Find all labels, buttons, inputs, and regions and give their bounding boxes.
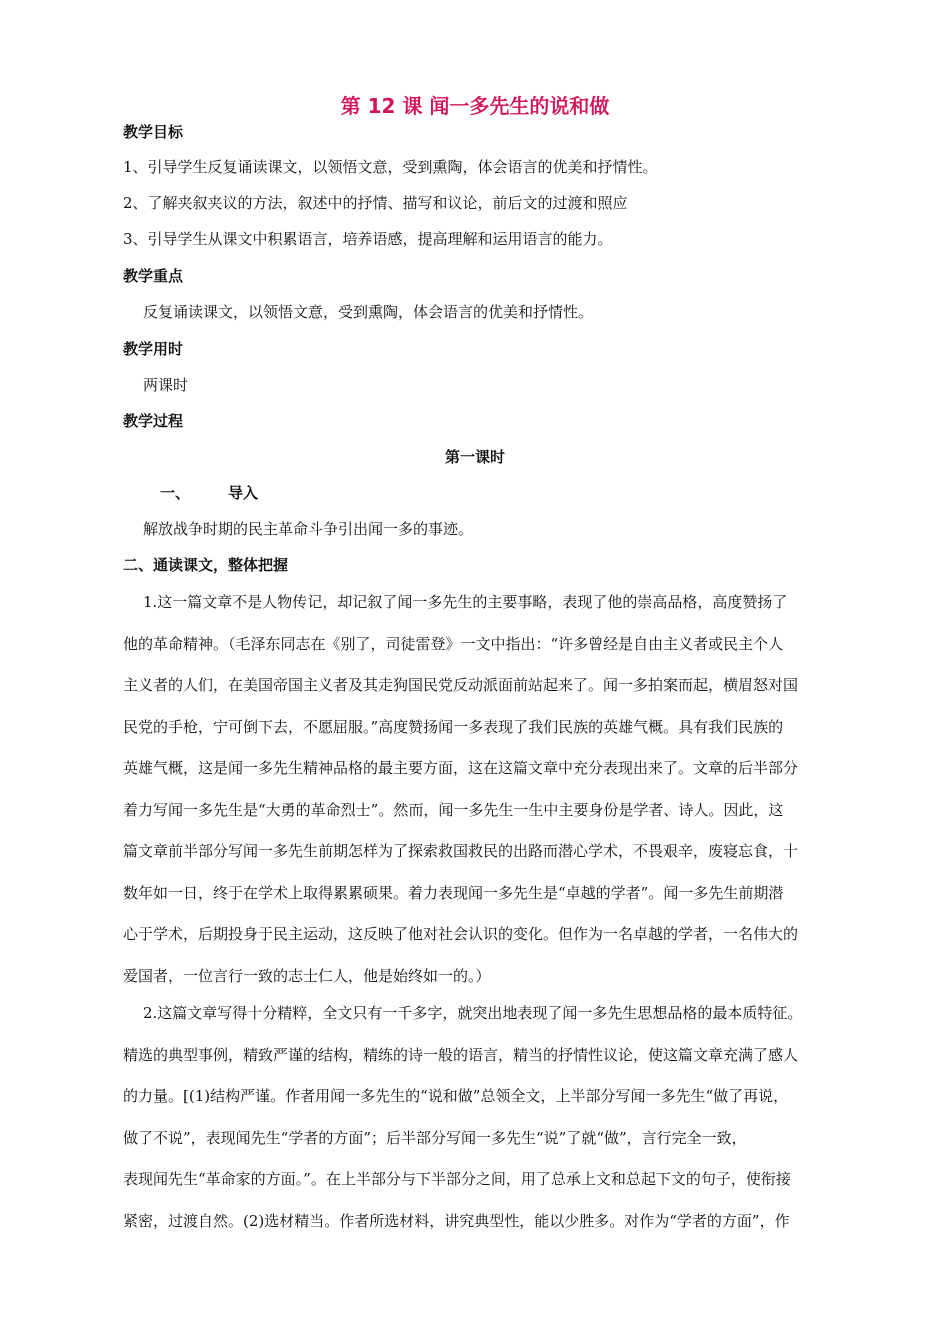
paragraph-line: 他的革命精神。（毛泽东同志在《别了，司徒雷登》一文中指出：“许多曾经是自由主义者或民主个人 <box>123 634 784 653</box>
time-text: 两课时 <box>143 376 189 394</box>
paragraph-1 <box>123 582 858 997</box>
goal-item: 2、了解夹叙夹议的方法，叙述中的抒情、描写和议论，前后文的过渡和照应 <box>123 194 628 212</box>
paragraph-line: 英雄气概，这是闻一多先生精神品格的最主要方面，这在这篇文章中充分表现出来了。文章的后半部分 <box>123 759 799 777</box>
paragraph-line: 篇文章前半部分写闻一多先生前期怎样为了探索救国救民的出路而潜心学术，不畏艰辛，废寝忘食，十 <box>123 842 799 860</box>
focus-heading: 教学重点 <box>123 267 184 285</box>
section-1-text: 解放战争时期的民主革命斗争引出闻一多的事迹。 <box>143 520 474 538</box>
goal-item: 1、引导学生反复诵读课文，以领悟文意，受到熏陶，体会语言的优美和抒情性。 <box>123 158 658 176</box>
paragraph-line: 2.这篇文章写得十分精粹，全文只有一千多字，就突出地表现了闻一多先生思想品格的最本质特征。 <box>143 1004 803 1022</box>
process-heading: 教学过程 <box>123 412 184 430</box>
lesson-period-title: 第一课时 <box>444 448 505 466</box>
paragraph-line: 数年如一日，终于在学术上取得累累硕果。着力表现闻一多先生是“卓越的学者”。闻一多先生前期潜 <box>123 883 784 902</box>
paragraph-line: 的力量。[(1)结构严谨。作者用闻一多先生的“说和做”总领全文，上半部分写闻一多先生“做了再说， <box>123 1087 789 1105</box>
paragraph-line: 民党的手枪，宁可倒下去，不愿屈服。”高度赞扬闻一多表现了我们民族的英雄气概。具有我们民族的 <box>123 717 784 736</box>
paragraph-line: 着力写闻一多先生是“大勇的革命烈士”。然而，闻一多先生一生中主要身份是学者、诗人。因此，这 <box>123 800 784 819</box>
section-1-number: 一、 <box>160 484 191 502</box>
paragraph-line: 爱国者，一位言行一致的志士仁人，他是始终如一的。） <box>123 966 491 985</box>
paragraph-line: 1.这一篇文章不是人物传记，却记叙了闻一多先生的主要事略，表现了他的崇高品格，高度赞扬了 <box>143 593 788 611</box>
paragraph-2 <box>123 993 858 1242</box>
time-heading: 教学用时 <box>123 340 184 358</box>
goals-heading: 教学目标 <box>123 123 184 141</box>
lesson-title: 第 12 课 闻一多先生的说和做 <box>340 94 610 118</box>
section-1-title: 导入 <box>228 484 259 502</box>
goal-item: 3、引导学生从课文中积累语言，培养语感，提高理解和运用语言的能力。 <box>123 230 613 248</box>
paragraph-line: 表现闻先生“革命家的方面。”。在上半部分与下半部分之间，用了总承上文和总起下文的句子，使衔接 <box>123 1170 791 1188</box>
paragraph-line: 主义者的人们，在美国帝国主义者及其走狗国民党反动派面前站起来了。闻一多拍案而起，横眉怒对国 <box>123 676 799 694</box>
paragraph-line: 做了不说”，表现闻先生“学者的方面”；后半部分写闻一多先生“说”了就“做”，言行完全一致， <box>123 1128 747 1147</box>
section-2-heading: 二、通读课文，整体把握 <box>123 556 289 574</box>
paragraph-line: 紧密，过渡自然。(2)选材精当。作者所选材料，讲究典型性，能以少胜多。对作为“学者的方面”，作 <box>123 1211 790 1230</box>
paragraph-line: 心于学术，后期投身于民主运动，这反映了他对社会认识的变化。但作为一名卓越的学者，一名伟大的 <box>123 925 799 943</box>
focus-text: 反复诵读课文，以领悟文意，受到熏陶，体会语言的优美和抒情性。 <box>143 303 594 321</box>
paragraph-line: 精选的典型事例，精致严谨的结构，精练的诗一般的语言，精当的抒情性议论，使这篇文章充满了感人 <box>123 1045 799 1064</box>
section-1-heading <box>160 483 258 503</box>
